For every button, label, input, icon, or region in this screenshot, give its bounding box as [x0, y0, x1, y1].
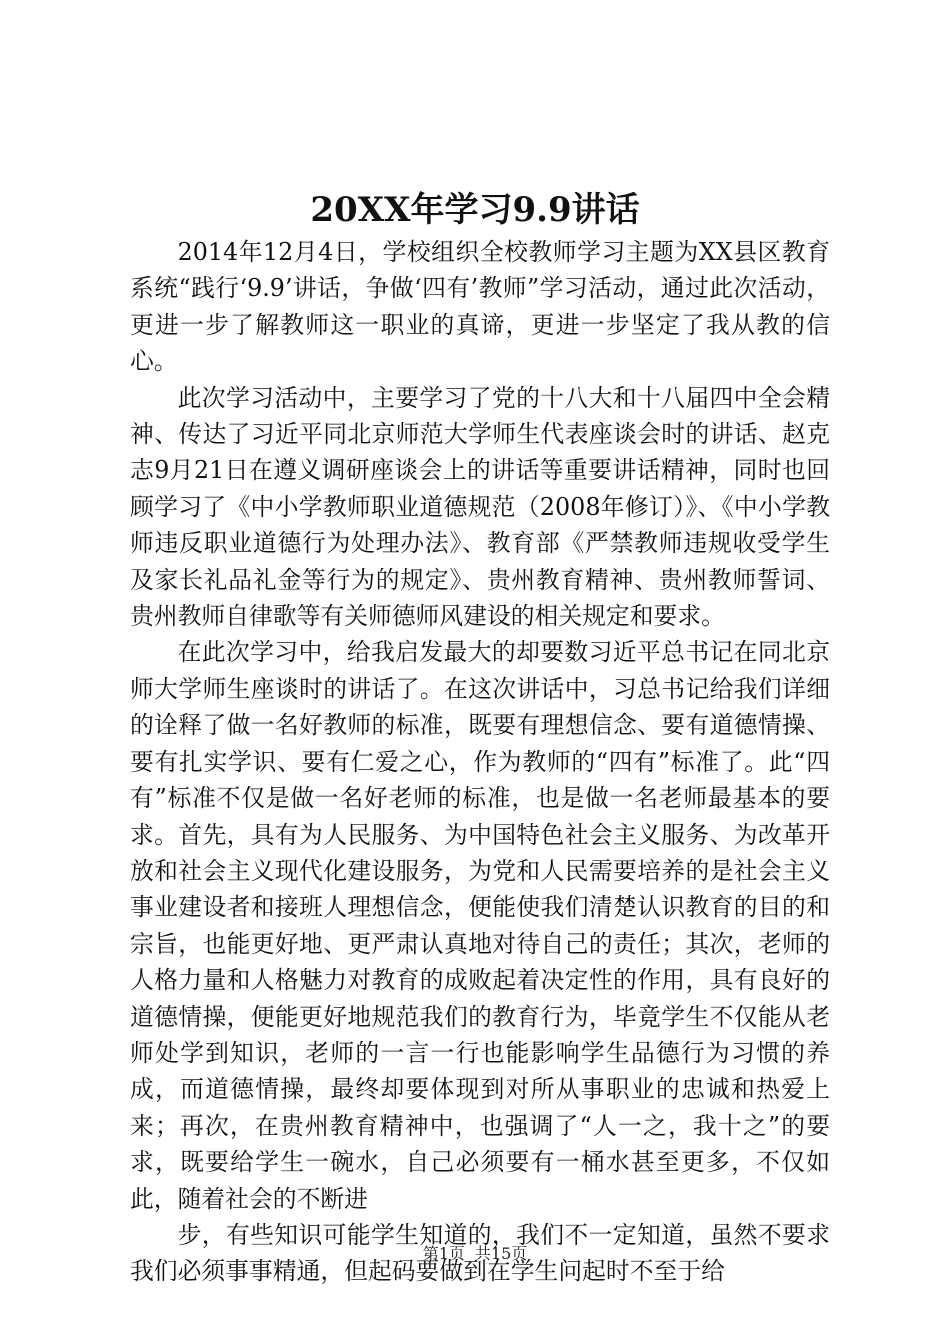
document-body	[130, 234, 830, 1290]
page-total: 共15页	[474, 1244, 528, 1263]
paragraph-4: 步，有些知识可能学生知道的，我们不一定知道，虽然不要求我们必须事事精通，但起码要做到在学生问起时不至于给	[130, 1220, 830, 1286]
paragraph-3: 在此次学习中，给我启发最大的却要数习近平总书记在同北京师大学师生座谈时的讲话了。在这次讲话中，习总书记给我们详细的诠释了做一名好教师的标准，既要有理想信念、要有道德情操、要有扎实学识、要有仁爱之心，作为教师的“四有”标准了。此“四有”标准不仅是做一名好老师的标准，也是做一名老师最基本的要求。首先，具有为人民服务、为中国特色社会主义服务、为改革开放和社会主义现代化建设服务，为党和人民需要培养的是社会主义事业建设者和接班人理想信念，便能使我们清楚认识教育的目的和宗旨，也能更好地、更严肃认真地对待自己的责任；其次，老师的人格力量和人格魅力对教育的成败起着决定性的作用，具有良好的道德情操，便能更好地规范我们的教育行为，毕竟学生不仅能从老师处学到知识，老师的一言一行也能影响学生品德行为习惯的养成，而道德情操，最终却要体现到对所从事职业的忠诚和热爱上来；再次，在贵州教育精神中，也强调了“人一之，我十之”的要求，既要给学生一碗水，自己必须要有一桶水甚至更多，不仅如此，随着社会的不断进	[130, 638, 830, 1213]
paragraph-1: 2014年12月4日，学校组织全校教师学习主题为XX县区教育系统“践行‘9.9’讲话，争做‘四有’教师”学习活动，通过此次活动，更进一步了解教师这一职业的真谛，更进一步坚定了我从教的信心。	[130, 238, 830, 376]
page-number: 第1页	[422, 1244, 465, 1263]
paragraph-2: 此次学习活动中，主要学习了党的十八大和十八届四中全会精神、传达了习近平同北京师范大学师生代表座谈会时的讲话、赵克志9月21日在遵义调研座谈会上的讲话等重要讲话精神，同时也回顾学习了《中小学教师职业道德规范（2008年修订）》、《中小学教师违反职业道德行为处理办法》、教育部《严禁教师违规收受学生及家长礼品礼金等行为的规定》、贵州教育精神、贵州教师誓词、贵州教师自律歌等有关师德师风建设的相关规定和要求。	[130, 383, 830, 631]
page-footer	[0, 1243, 950, 1265]
document-title: 20XX年学习9.9讲话	[310, 190, 640, 230]
